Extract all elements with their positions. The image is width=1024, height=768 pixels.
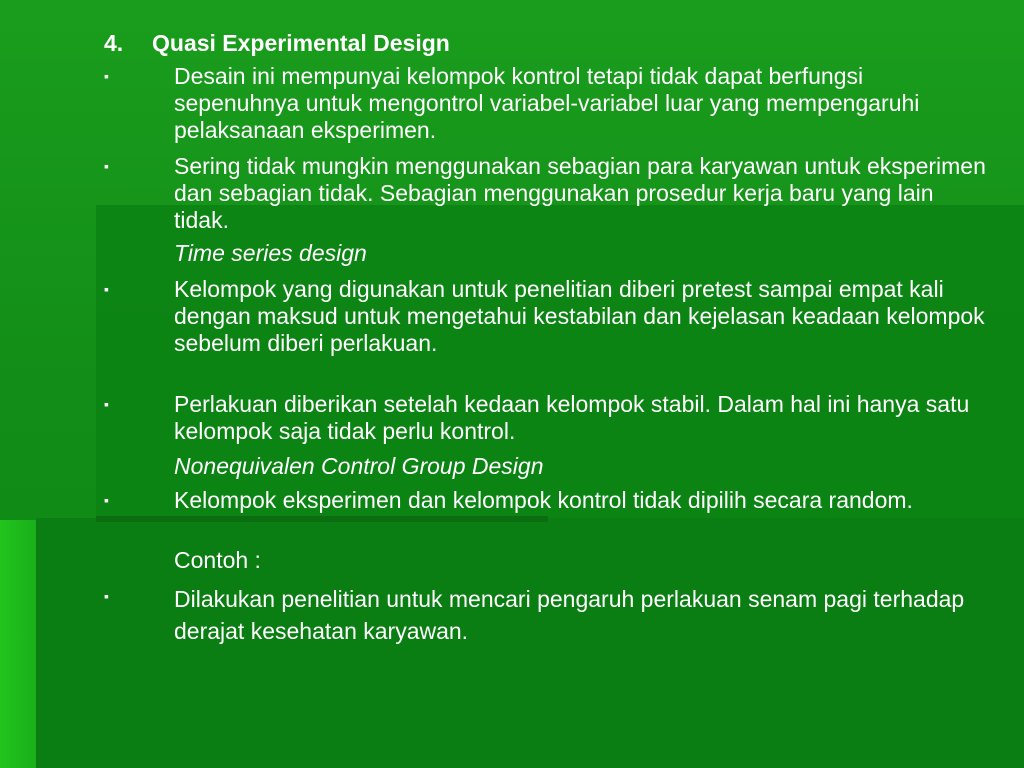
bullet-icon: ▪ <box>104 588 109 604</box>
list-item-text: Desain ini mempunyai kelompok kontrol tetapi tidak dapat berfungsi sepenuhnya untuk mengontrol variabel-variabel luar yang mempengaruhi pelaksanaan eksperimen. <box>174 63 920 143</box>
bullet-icon: ▪ <box>104 68 109 84</box>
heading-number: 4. <box>104 30 124 56</box>
subheading-contoh: Contoh : <box>174 547 261 573</box>
list-item-text: Kelompok yang digunakan untuk penelitian diberi pretest sampai empat kali dengan maksud untuk mengetahui kestabilan dan kejelasan keadaan kelompok sebelum diberi perlakuan. <box>174 276 985 356</box>
list-item-text: Dilakukan penelitian untuk mencari pengaruh perlakuan senam pagi terhadap derajat kesehatan karyawan. <box>174 586 965 644</box>
slide-heading <box>104 29 450 57</box>
bullet-icon: ▪ <box>104 281 109 297</box>
bullet-icon: ▪ <box>104 158 109 174</box>
bullet-icon: ▪ <box>104 396 109 412</box>
subheading-nonequivalent: Nonequivalen Control Group Design <box>174 453 544 479</box>
list-item-text: Perlakuan diberikan setelah kedaan kelompok stabil. Dalam hal ini hanya satu kelompok saja tidak perlu kontrol. <box>174 391 970 444</box>
heading-title: Quasi Experimental Design <box>152 30 450 56</box>
subheading-time-series: Time series design <box>174 240 367 266</box>
list-item-text: Sering tidak mungkin menggunakan sebagian para karyawan untuk eksperimen dan sebagian tidak. Sebagian menggunakan prosedur kerja baru yang lain tidak. <box>174 153 986 233</box>
list-item-text: Kelompok eksperimen dan kelompok kontrol tidak dipilih secara random. <box>174 487 913 513</box>
bullet-icon: ▪ <box>104 492 109 508</box>
